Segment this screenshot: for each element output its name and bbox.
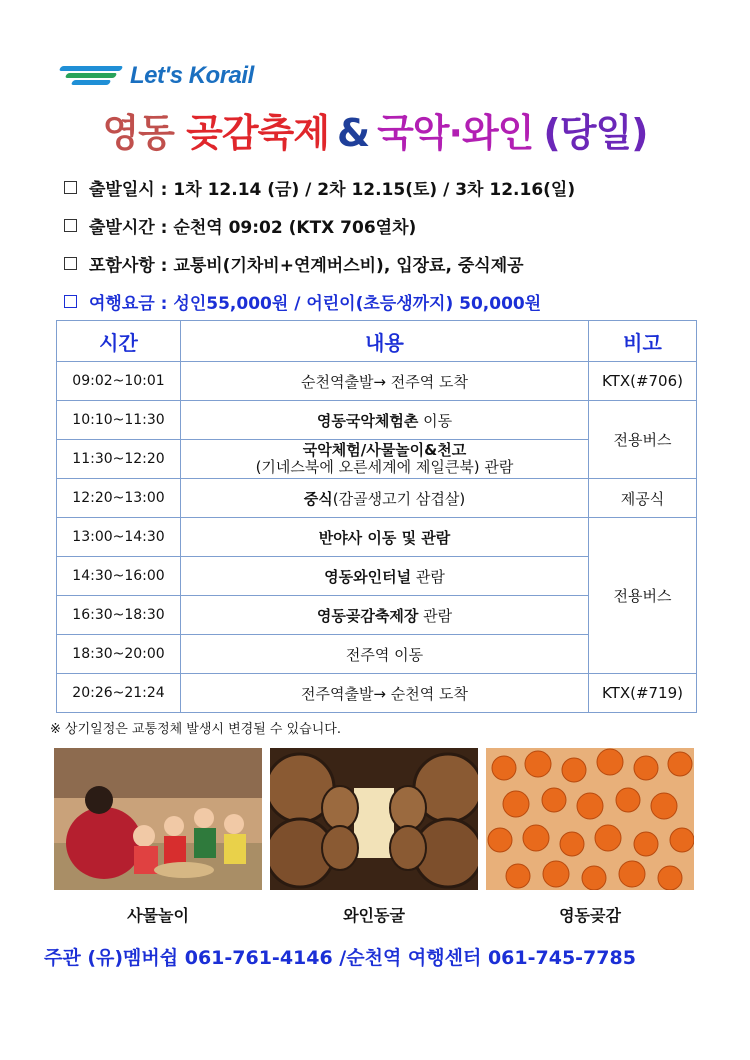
table-row: 14:30~16:00 영동와인터널 관람 xyxy=(57,557,697,596)
checkbox-icon xyxy=(64,219,77,232)
korail-logo xyxy=(60,62,254,90)
info-list xyxy=(64,168,575,320)
header-time: 시간 xyxy=(57,321,181,362)
caption-wine-cave: 와인동굴 xyxy=(343,906,405,925)
caption-samulnori: 사물놀이 xyxy=(127,906,189,925)
header-content: 내용 xyxy=(181,321,589,362)
checkbox-icon xyxy=(64,257,77,270)
note-bus-2: 전용버스 xyxy=(589,518,697,674)
checkbox-icon xyxy=(64,181,77,194)
title-part2: 곶감축제 xyxy=(186,111,329,155)
table-header-row xyxy=(57,321,697,362)
info-price: 여행요금 : 성인55,000원 / 어린이(초등생까지) 50,000원 xyxy=(64,282,575,320)
info-included: 포함사항 : 교통비(기차비+연계버스비), 입장료, 중식제공 xyxy=(64,244,575,282)
photo-strip xyxy=(54,748,702,890)
title-part3: 국악·와인 xyxy=(377,111,534,155)
table-row: 13:00~14:30 반야사 이동 및 관람 전용버스 xyxy=(57,518,697,557)
table-row: 11:30~12:20 국악체험/사물놀이&천고 (기네스북에 오른세계에 제일큰북) 관람 xyxy=(57,440,697,479)
table-row: 16:30~18:30 영동곶감축제장 관람 xyxy=(57,596,697,635)
caption-persimmon: 영동곶감 xyxy=(559,906,621,925)
photo-wine-cave xyxy=(270,748,478,890)
organizer-contact: 주관 (유)멤버쉽 061-761-4146 /순천역 여행센터 061-745-7785 xyxy=(44,947,636,969)
title-part4: (당일) xyxy=(543,111,648,155)
table-row: 10:10~11:30 영동국악체험촌 이동 전용버스 xyxy=(57,401,697,440)
title-amp: & xyxy=(336,111,370,155)
photo-samulnori xyxy=(54,748,262,890)
header-note: 비고 xyxy=(589,321,697,362)
table-row: 18:30~20:00 전주역 이동 xyxy=(57,635,697,674)
schedule-table xyxy=(56,320,697,713)
photo-captions xyxy=(54,903,702,926)
title-part1: 영동 xyxy=(102,111,174,155)
note-bus: 전용버스 xyxy=(589,401,697,479)
table-row: 09:02~10:01 순천역출발→ 전주역 도착 KTX(#706) xyxy=(57,362,697,401)
table-row: 12:20~13:00 중식(감골생고기 삼겹살) 제공식 xyxy=(57,479,697,518)
info-departure-date: 출발일시 : 1차 12.14 (금) / 2차 12.15(토) / 3차 12.16(일) xyxy=(64,168,575,206)
schedule-notice: ※ 상기일정은 교통정체 발생시 변경될 수 있습니다. xyxy=(50,722,341,737)
checkbox-icon xyxy=(64,295,77,308)
info-departure-time: 출발시간 : 순천역 09:02 (KTX 706열차) xyxy=(64,206,575,244)
table-row: 20:26~21:24 전주역출발→ 순천역 도착 KTX(#719) xyxy=(57,674,697,713)
logo-text: Let's Korail xyxy=(130,62,254,89)
photo-dried-persimmons xyxy=(486,748,694,890)
korail-logo-icon xyxy=(60,65,126,87)
page-title xyxy=(0,102,750,157)
